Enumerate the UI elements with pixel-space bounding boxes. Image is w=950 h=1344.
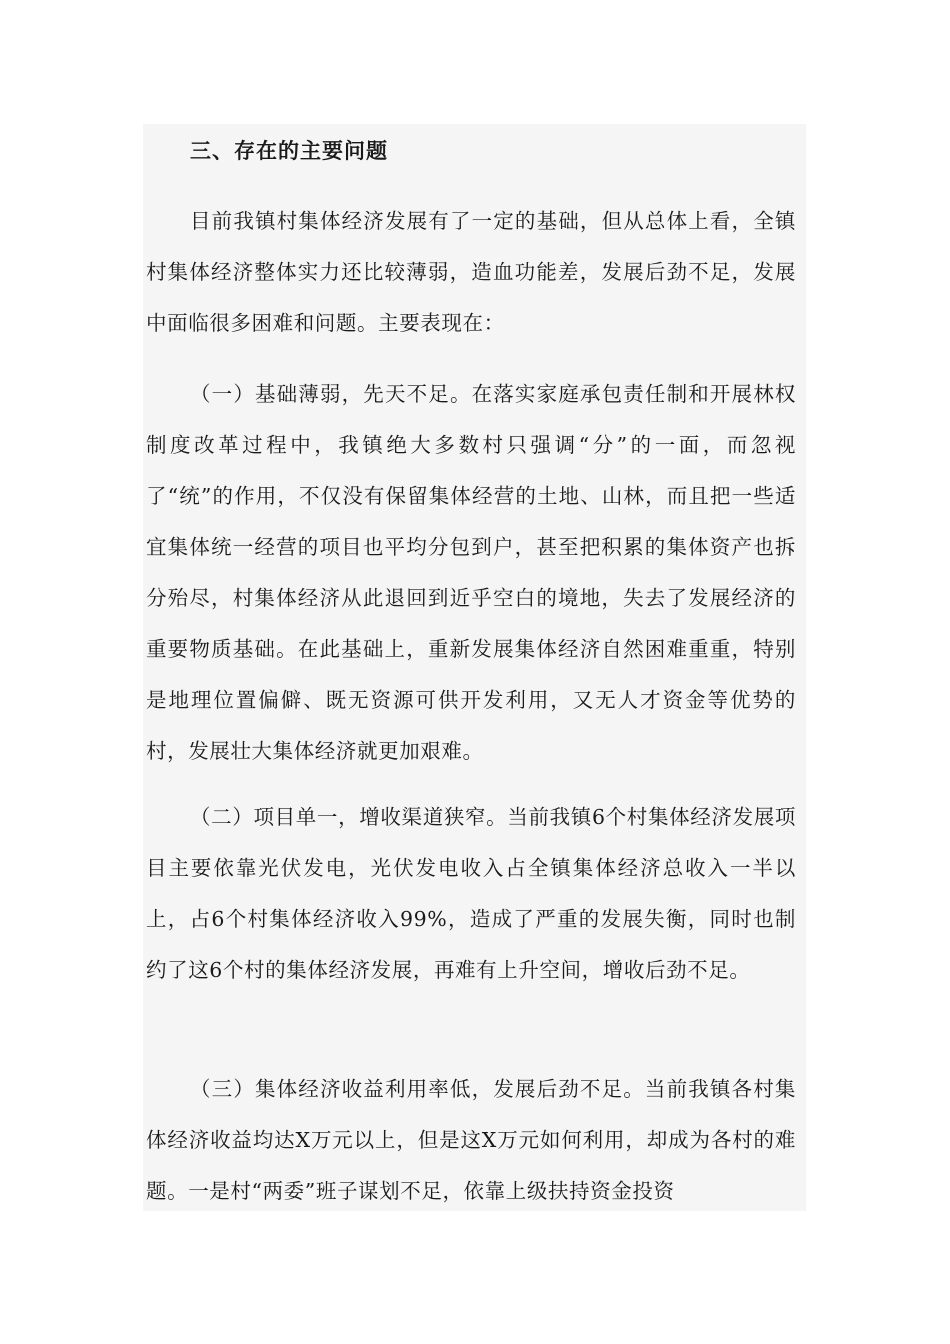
paragraph-issue-1: （一）基础薄弱，先天不足。在落实家庭承包责任制和开展林权制度改革过程中，我镇绝大多数村只强调“分”的一面，而忽视了“统”的作用，不仅没有保留集体经营的土地、山林，而且把一些适宜集体统一经营的项目也平均分包到户，甚至把积累的集体资产也拆分殆尽，村集体经济从此退回到近乎空白的境地，失去了发展经济的重要物质基础。在此基础上，重新发展集体经济自然困难重重，特别是地理位置偏僻、既无资源可供开发利用，又无人才资金等优势的村，发展壮大集体经济就更加艰难。 — [146, 382, 796, 763]
paragraph-issue-2: （二）项目单一，增收渠道狭窄。当前我镇6个村集体经济发展项目主要依靠光伏发电，光伏发电收入占全镇集体经济总收入一半以上，占6个村集体经济收入99%，造成了严重的发展失衡，同时也制约了这6个村的集体经济发展，再难有上升空间，增收后劲不足。 — [146, 805, 796, 982]
document-page — [143, 124, 806, 1211]
section-heading: 三、存在的主要问题 — [190, 138, 388, 163]
paragraph-issue-3: （三）集体经济收益利用率低，发展后劲不足。当前我镇各村集体经济收益均达X万元以上，但是这X万元如何利用，却成为各村的难题。一是村“两委”班子谋划不足，依靠上级扶持资金投资 — [146, 1077, 796, 1203]
paragraph-intro: 目前我镇村集体经济发展有了一定的基础，但从总体上看，全镇村集体经济整体实力还比较薄弱，造血功能差，发展后劲不足，发展中面临很多困难和问题。主要表现在： — [146, 209, 796, 335]
